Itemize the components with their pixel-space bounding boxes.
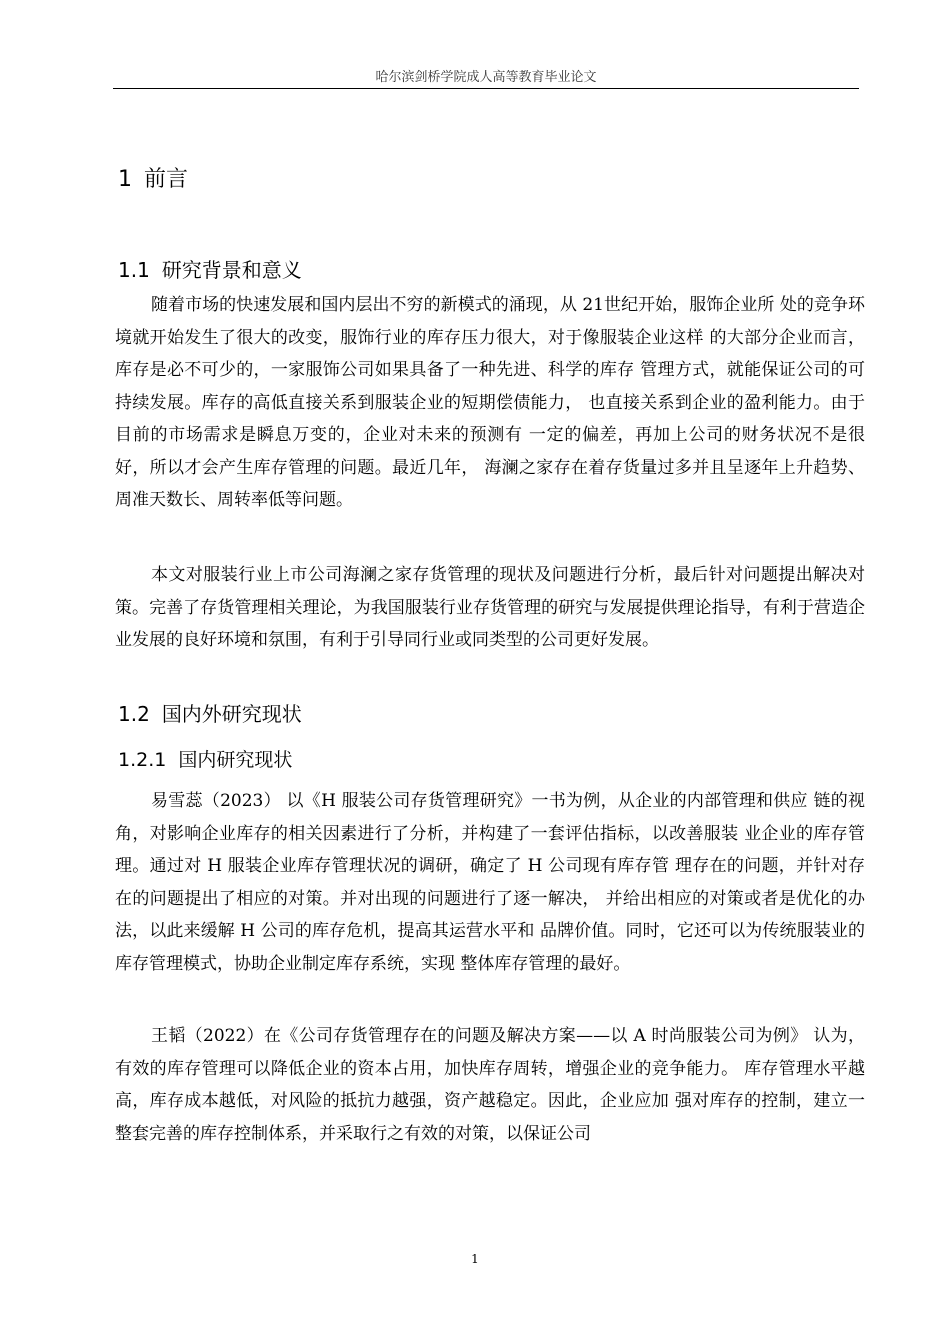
paragraph-yi-xuerui: 易雪蕊（2023） 以《H 服装公司存货管理研究》一书为例，从企业的内部管理和供应 链的视角，对影响企业库存的相关因素进行了分析，并构建了一套评估指标，以改善服装 业企业的库存管理。通过对 H 服装企业库存管理状况的调研，确定了 H 公司现有库存管 理存在的问题，并针对存在的问题提出了相应的对策。并对出现的问题进行了逐一解决， 并给出相应的对策或者是优化的办法，以此来缓解 H 公司的库存危机，提高其运营水平和 品牌价值。同时，它还可以为传统服装业的库存管理模式，协助企业制定库存系统，实现 整体库存管理的最好。 [115, 791, 865, 974]
section-title: 研究背景和意义 [161, 258, 302, 282]
chapter-title: 前言 [144, 167, 189, 192]
paragraph-background: 随着市场的快速发展和国内层出不穷的新模式的涌现，从 21世纪开始，服饰企业所 处的竞争环境就开始发生了很大的改变，服饰行业的库存压力很大，对于像服装企业这样 的大部分企业而言，库存是必不可少的，一家服饰公司如果具备了一种先进、科学的库存 管理方式，就能保证公司的可持续发展。库存的高低直接关系到服装企业的短期偿债能力， 也直接关系到企业的盈利能力。由于目前的市场需求是瞬息万变的，企业对未来的预测有 一定的偏差，再加上公司的财务状况不是很好，所以才会产生库存管理的问题。最近几年， 海澜之家存在着存货量过多并且呈逐年上升趋势、周准天数长、周转率低等问题。 [115, 295, 865, 510]
section-number: 1.2 [118, 702, 150, 726]
section-1-2-1-heading [118, 745, 292, 772]
section-title: 国内外研究现状 [161, 702, 302, 726]
chapter-number: 1 [118, 167, 132, 192]
subsection-number: 1.2.1 [118, 749, 167, 771]
section-number: 1.1 [118, 258, 150, 282]
page-number: 1 [471, 1252, 479, 1266]
section-1-2-heading [118, 698, 302, 727]
section-1-1-heading [118, 254, 302, 283]
subsection-title: 国内研究现状 [178, 749, 293, 771]
chapter-heading [118, 162, 188, 193]
page-header: 哈尔滨剑桥学院成人高等教育毕业论文 [375, 70, 597, 85]
header-divider [113, 88, 859, 89]
paragraph-purpose: 本文对服装行业上市公司海澜之家存货管理的现状及问题进行分析，最后针对问题提出解决对策。完善了存货管理相关理论，为我国服装行业存货管理的研究与发展提供理论指导，有利于营造企业发展的良好环境和氛围，有利于引导同行业或同类型的公司更好发展。 [115, 565, 865, 650]
paragraph-wang-tao: 王韬（2022）在《公司存货管理存在的问题及解决方案——以 A 时尚服装公司为例》 认为，有效的库存管理可以降低企业的资本占用，加快库存周转，增强企业的竞争能力。 库存管理水平越高，库存成本越低，对风险的抵抗力越强，资产越稳定。因此，企业应加 强对库存的控制，建立一整套完善的库存控制体系，并采取行之有效的对策，以保证公司 [115, 1026, 865, 1144]
